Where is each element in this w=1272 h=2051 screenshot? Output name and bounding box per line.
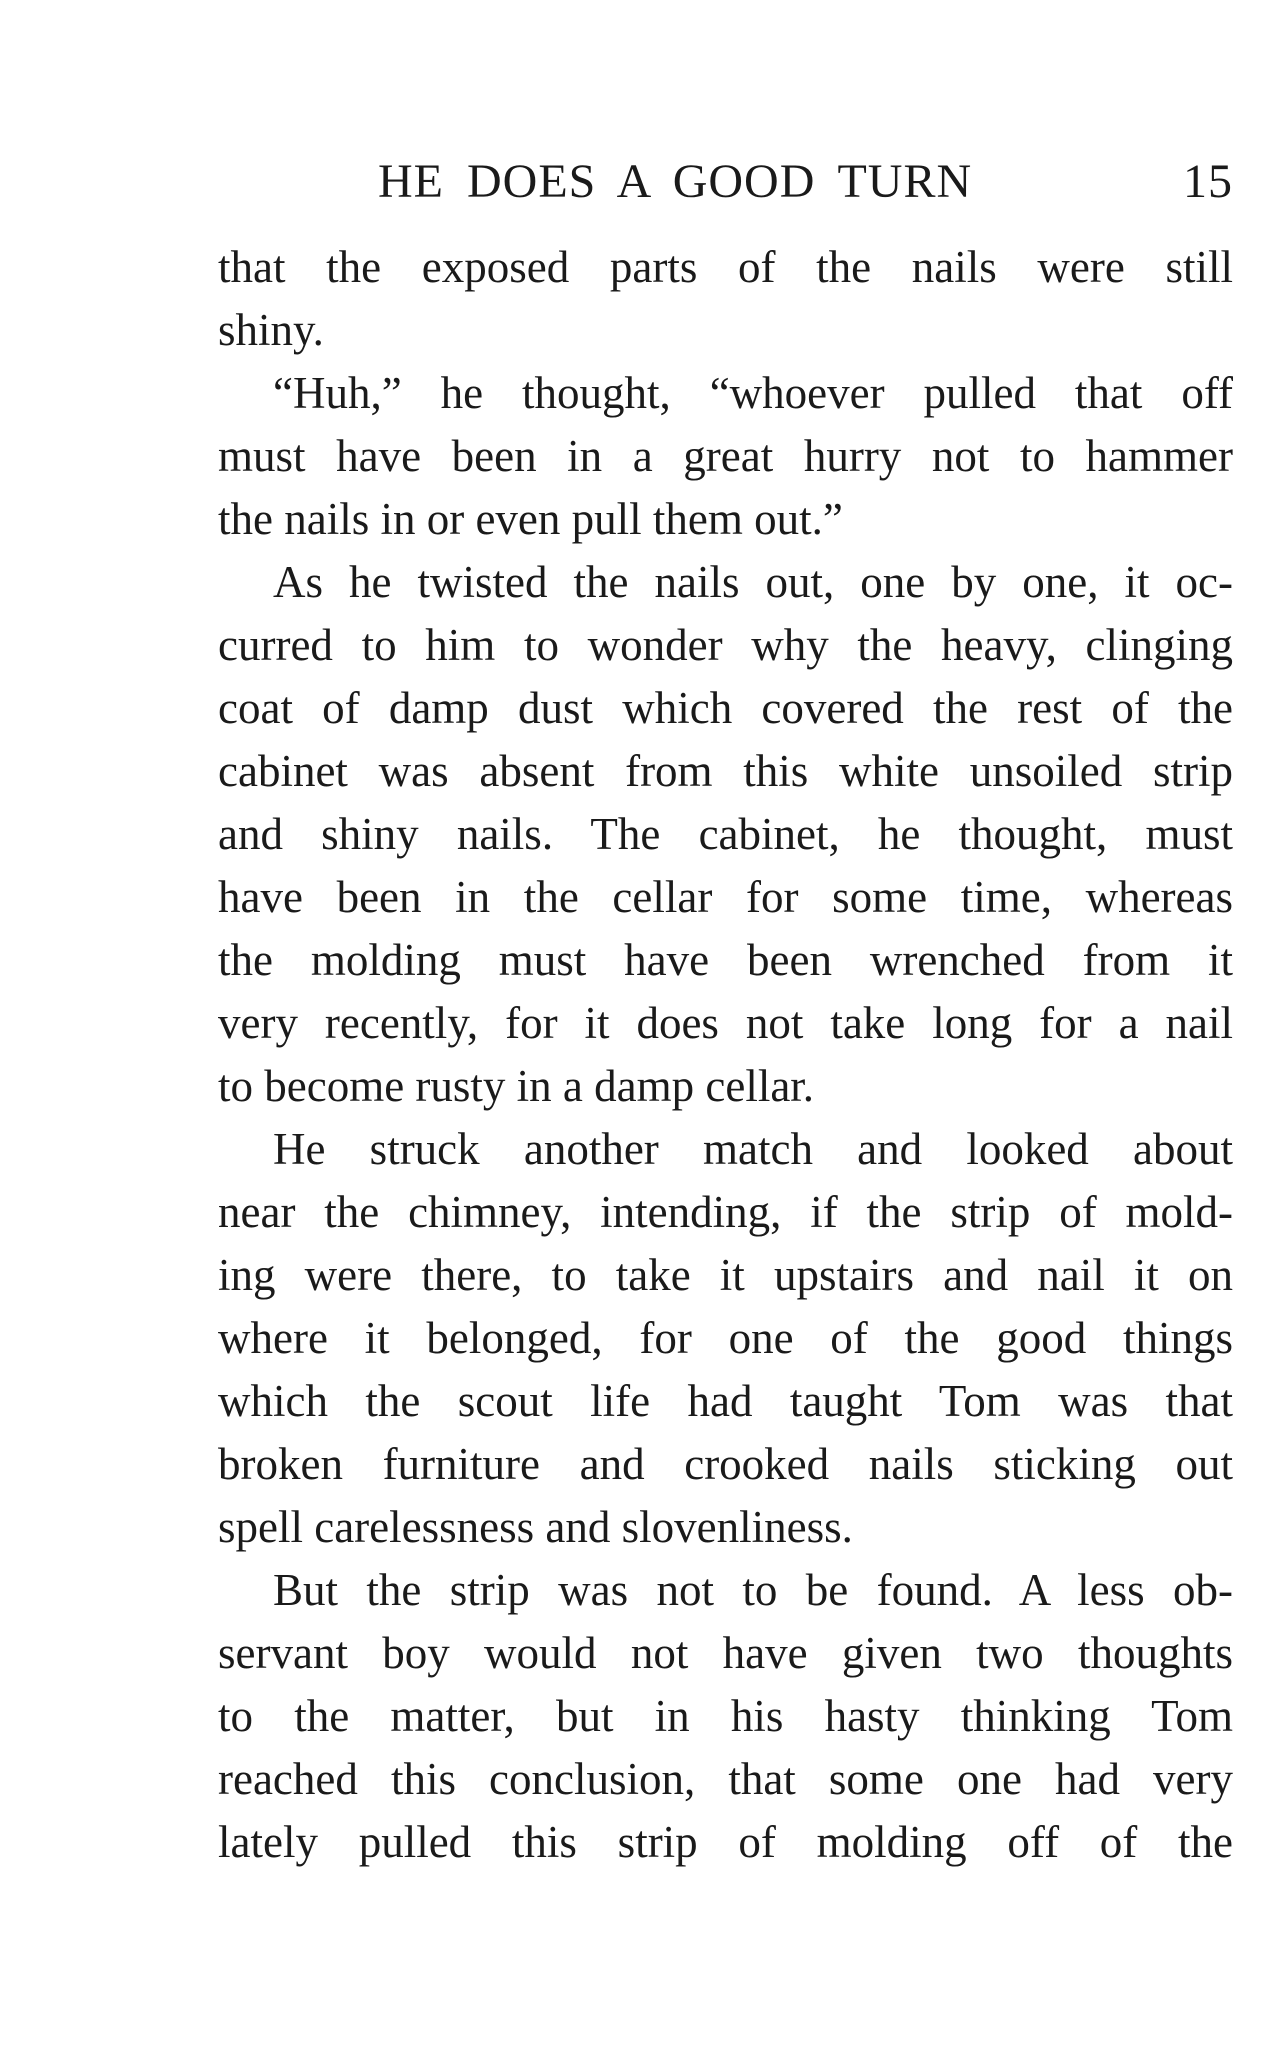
text-line: lately pulled this strip of molding off of the	[218, 1817, 1233, 1867]
text-line: shiny.	[218, 305, 324, 355]
text-line: servant boy would not have given two thoughts	[218, 1628, 1233, 1678]
text-line: broken furniture and crooked nails sticking out	[218, 1439, 1233, 1489]
text-line: where it belonged, for one of the good things	[218, 1313, 1233, 1363]
text-line: to become rusty in a damp cellar.	[218, 1061, 815, 1111]
text-line: spell carelessness and slovenliness.	[218, 1502, 853, 1552]
text-line: the molding must have been wrenched from it	[218, 935, 1233, 985]
text-line: “Huh,” he thought, “whoever pulled that off	[273, 368, 1233, 418]
text-line: near the chimney, intending, if the strip of mold-	[218, 1187, 1233, 1237]
text-line: cabinet was absent from this white unsoiled strip	[218, 746, 1233, 796]
text-line: very recently, for it does not take long for a nail	[218, 998, 1233, 1048]
text-line: coat of damp dust which covered the rest of the	[218, 683, 1233, 733]
text-line: As he twisted the nails out, one by one, it oc-	[273, 557, 1233, 607]
page-number: 15	[1183, 155, 1233, 208]
text-line: must have been in a great hurry not to hammer	[218, 431, 1233, 481]
text-line: to the matter, but in his hasty thinking Tom	[218, 1691, 1233, 1741]
text-line: reached this conclusion, that some one had very	[218, 1754, 1233, 1804]
text-line: and shiny nails. The cabinet, he thought, must	[218, 809, 1233, 859]
running-title: HE DOES A GOOD TURN	[378, 155, 973, 208]
text-line: He struck another match and looked about	[273, 1124, 1233, 1174]
text-line: the nails in or even pull them out.”	[218, 494, 843, 544]
text-line: curred to him to wonder why the heavy, clinging	[218, 620, 1233, 670]
text-line: which the scout life had taught Tom was that	[218, 1376, 1233, 1426]
text-line: that the exposed parts of the nails were still	[218, 242, 1233, 292]
text-line: But the strip was not to be found. A less ob-	[273, 1565, 1233, 1615]
text-line: have been in the cellar for some time, whereas	[218, 872, 1233, 922]
running-head	[218, 152, 1233, 212]
text-line: ing were there, to take it upstairs and nail it on	[218, 1250, 1233, 1300]
body-text	[218, 236, 1233, 1874]
